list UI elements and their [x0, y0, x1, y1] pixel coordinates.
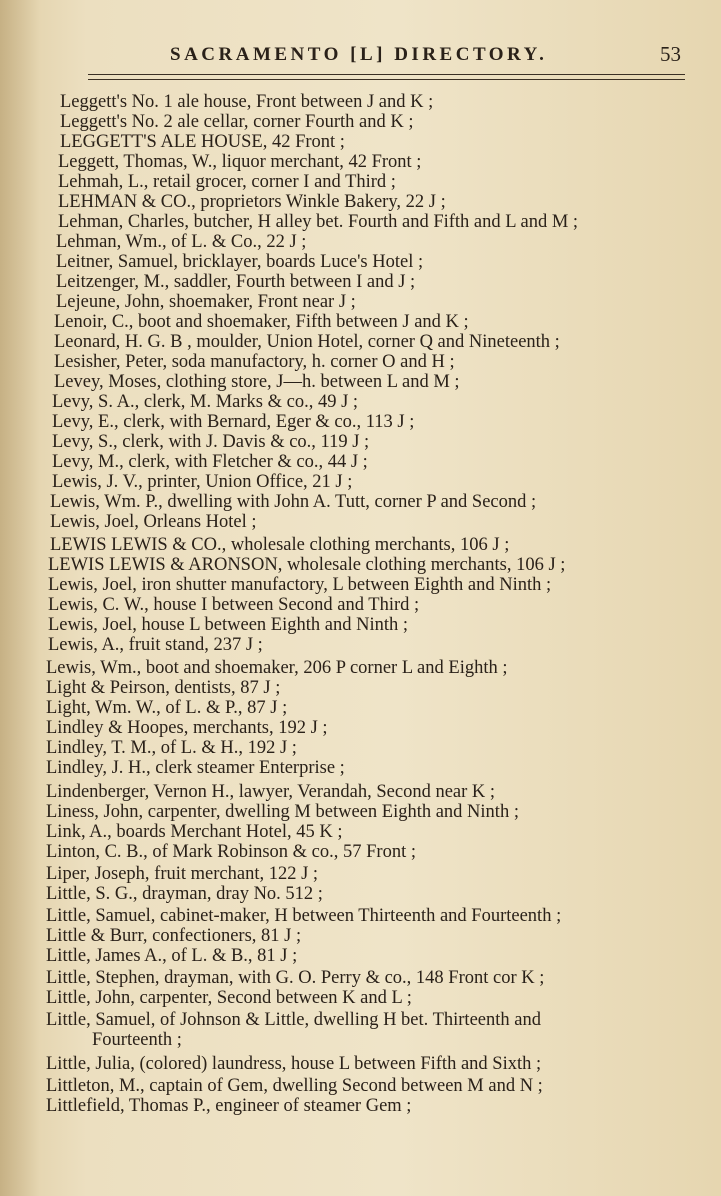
directory-entry: Linton, C. B., of Mark Robinson & co., 57 Front ; [46, 842, 416, 862]
directory-entry: Lewis, Joel, Orleans Hotel ; [50, 512, 257, 532]
directory-entry: Lewis, Joel, house L between Eighth and Ninth ; [48, 615, 408, 635]
directory-entry: Littlefield, Thomas P., engineer of steamer Gem ; [46, 1096, 412, 1116]
directory-entry: Little, Stephen, drayman, with G. O. Perry & co., 148 Front cor K ; [46, 968, 545, 988]
directory-entry: Levy, E., clerk, with Bernard, Eger & co., 113 J ; [52, 412, 415, 432]
directory-entry: Lewis, Wm., boot and shoemaker, 206 P corner L and Eighth ; [46, 658, 508, 678]
directory-entry: Lindley, J. H., clerk steamer Enterprise ; [46, 758, 345, 778]
directory-entry: LEGGETT'S ALE HOUSE, 42 Front ; [60, 132, 345, 152]
directory-entry: Leggett, Thomas, W., liquor merchant, 42 Front ; [58, 152, 422, 172]
directory-entry: Lejeune, John, shoemaker, Front near J ; [56, 292, 356, 312]
directory-entry: Lindley & Hoopes, merchants, 192 J ; [46, 718, 328, 738]
directory-entry: Lewis, C. W., house I between Second and Third ; [48, 595, 420, 615]
directory-entry: Little & Burr, confectioners, 81 J ; [46, 926, 302, 946]
header-rule [88, 74, 685, 75]
directory-entry: Lindenberger, Vernon H., lawyer, Verandah, Second near K ; [46, 782, 496, 802]
directory-entry: Lewis, Joel, iron shutter manufactory, L between Eighth and Ninth ; [48, 575, 552, 595]
directory-entry: Liness, John, carpenter, dwelling M between Eighth and Ninth ; [46, 802, 519, 822]
directory-entry: Light, Wm. W., of L. & P., 87 J ; [46, 698, 288, 718]
directory-entry: Lehman, Wm., of L. & Co., 22 J ; [56, 232, 307, 252]
directory-entry: Light & Peirson, dentists, 87 J ; [46, 678, 281, 698]
directory-entry: Lewis, J. V., printer, Union Office, 21 J ; [52, 472, 353, 492]
directory-entry: LEHMAN & CO., proprietors Winkle Bakery, 22 J ; [58, 192, 446, 212]
directory-entry: Lewis, A., fruit stand, 237 J ; [48, 635, 263, 655]
directory-entry: Leonard, H. G. B , moulder, Union Hotel, corner Q and Nineteenth ; [54, 332, 560, 352]
directory-entry: Levey, Moses, clothing store, J—h. between L and M ; [54, 372, 460, 392]
directory-entry: Leggett's No. 2 ale cellar, corner Fourth and K ; [60, 112, 414, 132]
running-title: SACRAMENTO [L] DIRECTORY. [170, 44, 548, 65]
directory-entry: Link, A., boards Merchant Hotel, 45 K ; [46, 822, 343, 842]
directory-entry: Lindley, T. M., of L. & H., 192 J ; [46, 738, 297, 758]
directory-entry: LEWIS LEWIS & CO., wholesale clothing merchants, 106 J ; [50, 535, 510, 555]
directory-entry: Littleton, M., captain of Gem, dwelling Second between M and N ; [46, 1076, 543, 1096]
directory-entry: Lehmah, L., retail grocer, corner I and Third ; [58, 172, 396, 192]
directory-entry: Little, Samuel, cabinet-maker, H between Thirteenth and Fourteenth ; [46, 906, 562, 926]
directory-entry: Little, Samuel, of Johnson & Little, dwelling H bet. Thirteenth and [46, 1010, 541, 1030]
directory-entry: Leggett's No. 1 ale house, Front between J and K ; [60, 92, 434, 112]
directory-entry: Little, James A., of L. & B., 81 J ; [46, 946, 298, 966]
directory-entry: Levy, M., clerk, with Fletcher & co., 44 J ; [52, 452, 368, 472]
directory-entries [0, 92, 721, 1182]
page-number: 53 [660, 42, 681, 66]
directory-entry: Leitzenger, M., saddler, Fourth between I and J ; [56, 272, 416, 292]
directory-entry: Little, Julia, (colored) laundress, house L between Fifth and Sixth ; [46, 1054, 542, 1074]
directory-entry: Fourteenth ; [92, 1030, 182, 1050]
directory-entry: Little, S. G., drayman, dray No. 512 ; [46, 884, 323, 904]
directory-entry: Lewis, Wm. P., dwelling with John A. Tutt, corner P and Second ; [50, 492, 537, 512]
directory-entry: Levy, S. A., clerk, M. Marks & co., 49 J ; [52, 392, 359, 412]
directory-entry: Lesisher, Peter, soda manufactory, h. corner O and H ; [54, 352, 455, 372]
directory-entry: Liper, Joseph, fruit merchant, 122 J ; [46, 864, 319, 884]
directory-entry: LEWIS LEWIS & ARONSON, wholesale clothing merchants, 106 J ; [48, 555, 566, 575]
directory-entry: Little, John, carpenter, Second between K and L ; [46, 988, 412, 1008]
directory-entry: Lenoir, C., boot and shoemaker, Fifth between J and K ; [54, 312, 469, 332]
directory-entry: Lehman, Charles, butcher, H alley bet. Fourth and Fifth and L and M ; [58, 212, 579, 232]
directory-entry: Leitner, Samuel, bricklayer, boards Luce's Hotel ; [56, 252, 424, 272]
header-rule-thin [88, 79, 685, 80]
directory-entry: Levy, S., clerk, with J. Davis & co., 119 J ; [52, 432, 370, 452]
